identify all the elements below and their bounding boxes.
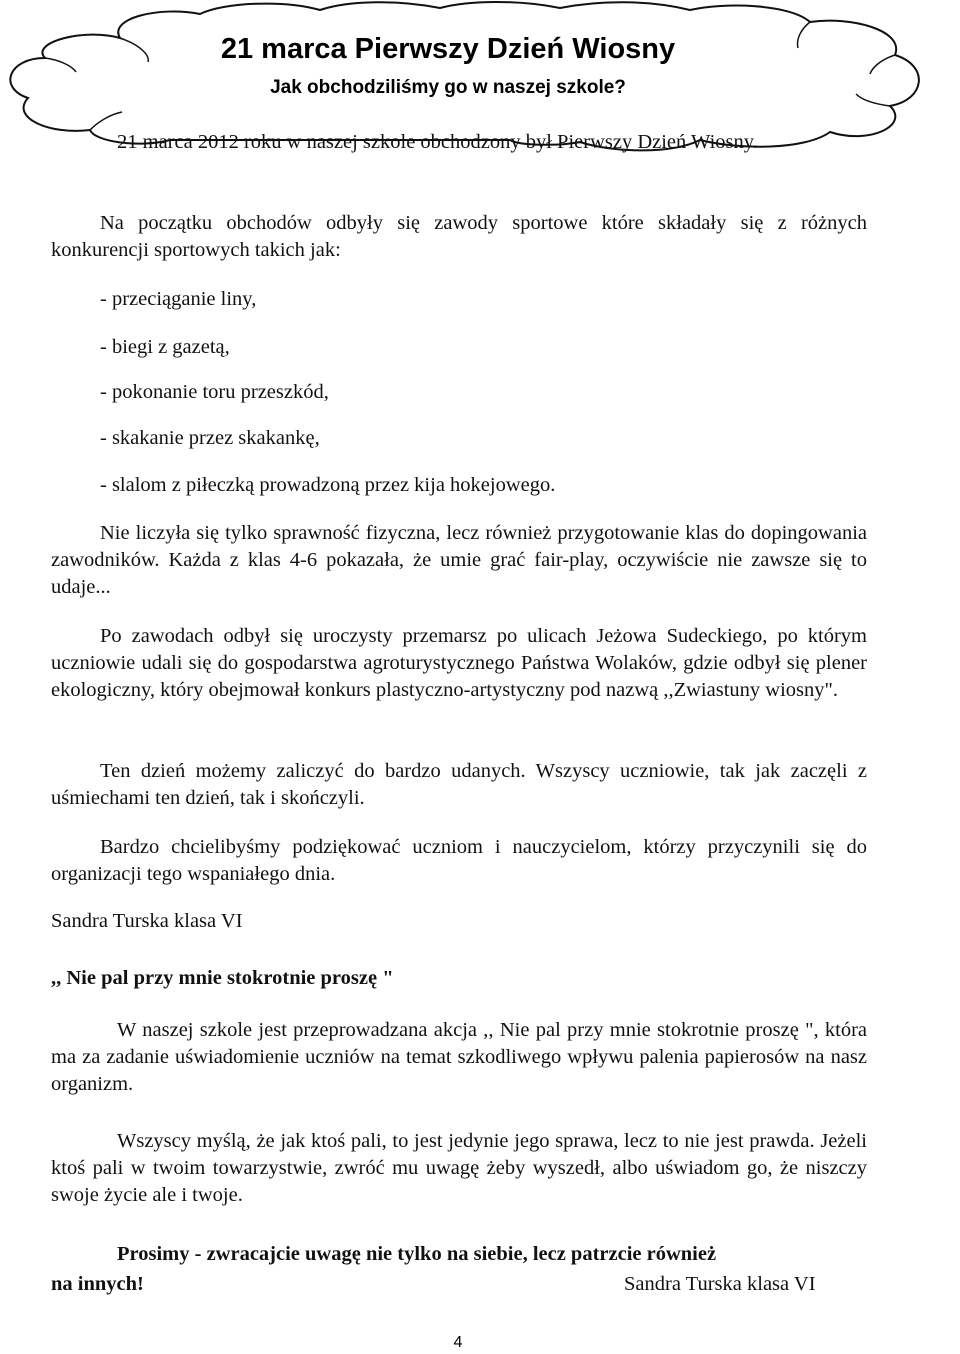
article2-paragraph-1: W naszej szkole jest przeprowadzana akcja ,, Nie pal przy mnie stokrotnie proszę ", która ma za zadanie uświadomienie uczniów na temat szkodliwego wpływu palenia papierosów na nasz organizm. — [51, 1019, 867, 1095]
list-item: - przeciąganie liny, — [100, 288, 257, 310]
thanks-paragraph: Bardzo chcielibyśmy podziękować uczniom i nauczycielom, którzy przyczynili się do organizacji tego wspaniałego dnia. — [51, 836, 867, 885]
fairplay-paragraph: Nie liczyła się tylko sprawność fizyczna, lecz również przygotowanie klas do dopingowania zawodników. Każda z klas 4-6 pokazała, że umie grać fair-play, oczywiście nie zawsze się to udaje... — [51, 522, 867, 598]
list-item: - slalom z piłeczką prowadzoną przez kija hokejowego. — [100, 474, 556, 496]
closing-line-2: na innych! — [51, 1273, 144, 1295]
day-paragraph: Ten dzień możemy zaliczyć do bardzo udanych. Wszyscy uczniowie, tak jak zaczęli z uśmiechami ten dzień, tak i skończyli. — [51, 760, 867, 809]
article2-title: ,, Nie pal przy mnie stokrotnie proszę " — [51, 967, 394, 989]
list-item: - skakanie przez skakankę, — [100, 427, 320, 449]
closing-author-signature: Sandra Turska klasa VI — [624, 1273, 816, 1295]
competitions-intro-paragraph: Na początku obchodów odbyły się zawody sportowe które składały się z różnych konkurencji sportowych takich jak: — [51, 212, 867, 261]
list-item: - biegi z gazetą, — [100, 336, 230, 358]
march-paragraph: Po zawodach odbył się uroczysty przemarsz po ulicach Jeżowa Sudeckiego, po którym uczniowie udali się do gospodarstwa agroturystycznego Państwa Wolaków, gdzie odbył się plener ekologiczny, który obejmował konkurs plastyczno-artystyczny pod nazwą ,,Zwiastuny wiosny". — [51, 625, 867, 701]
closing-line-1: Prosimy - zwracajcie uwagę nie tylko na siebie, lecz patrzcie również — [117, 1243, 717, 1265]
cloud-banner — [0, 0, 960, 200]
page-number: 4 — [453, 1334, 463, 1351]
intro-paragraph: 21 marca 2012 roku w naszej szkole obchodzony był Pierwszy Dzień Wiosny. — [117, 131, 758, 153]
author-signature: Sandra Turska klasa VI — [51, 910, 243, 932]
page-title: 21 marca Pierwszy Dzień Wiosny — [220, 33, 676, 65]
article2-paragraph-2: Wszyscy myślą, że jak ktoś pali, to jest jedynie jego sprawa, lecz to nie jest prawda. Jeżeli ktoś pali w twoim towarzystwie, zwróć mu uwagę żeby wyszedł, albo uświadom go, że niszczy swoje życie ale i twoje. — [51, 1130, 867, 1206]
page-subtitle: Jak obchodziliśmy go w naszej szkole? — [270, 77, 626, 98]
list-item: - pokonanie toru przeszkód, — [100, 381, 329, 403]
